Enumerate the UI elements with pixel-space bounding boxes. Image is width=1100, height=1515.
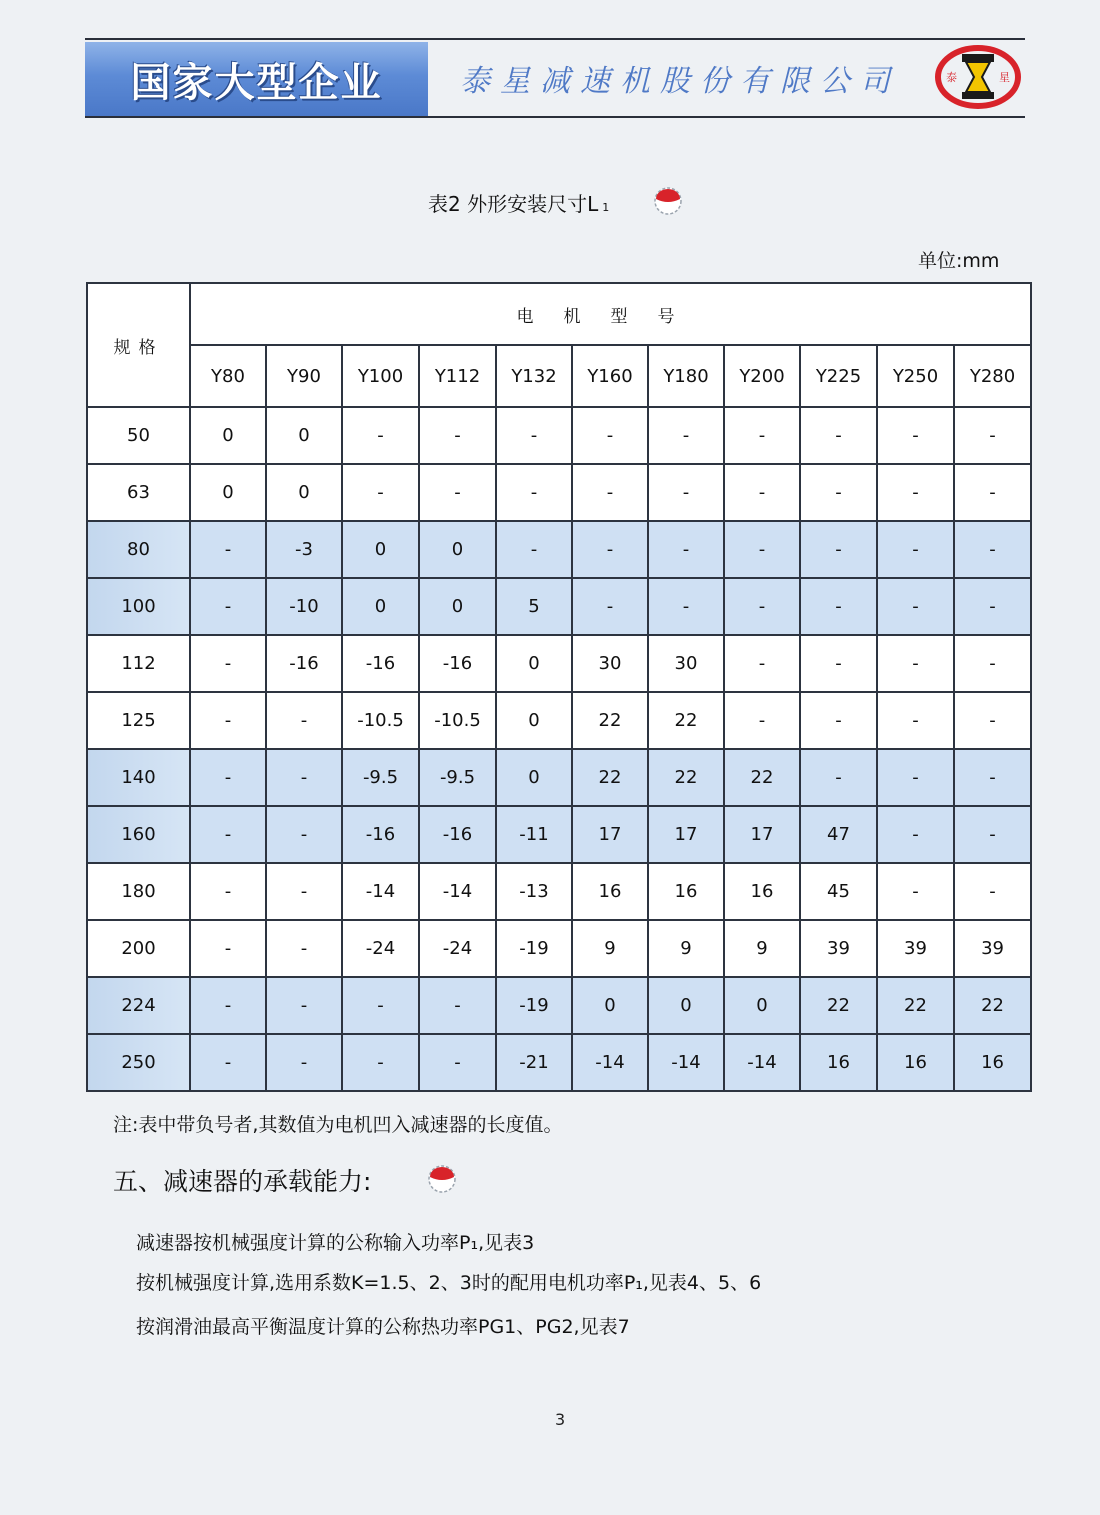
value-cell: -21 <box>496 1034 572 1091</box>
table-row <box>87 806 1031 863</box>
value-cell: -3 <box>266 521 342 578</box>
value-cell: 16 <box>954 1034 1031 1091</box>
value-cell: - <box>954 407 1031 464</box>
value-cell: 0 <box>724 977 800 1034</box>
table-row <box>87 635 1031 692</box>
value-cell: - <box>724 464 800 521</box>
value-cell: 17 <box>572 806 648 863</box>
value-cell: 22 <box>648 749 724 806</box>
gear-bullet-icon <box>424 1162 460 1194</box>
spec-cell: 80 <box>87 521 190 578</box>
value-cell: 39 <box>877 920 954 977</box>
value-cell: 0 <box>572 977 648 1034</box>
value-cell: - <box>342 407 419 464</box>
model-header-cell: Y112 <box>419 345 496 407</box>
value-cell: - <box>724 407 800 464</box>
value-cell: - <box>800 521 877 578</box>
value-cell: 22 <box>954 977 1031 1034</box>
value-cell: - <box>800 749 877 806</box>
value-cell: - <box>572 407 648 464</box>
value-cell: - <box>877 635 954 692</box>
value-cell: 16 <box>572 863 648 920</box>
value-cell: - <box>342 1034 419 1091</box>
value-cell: -11 <box>496 806 572 863</box>
value-cell: -24 <box>342 920 419 977</box>
spec-cell: 180 <box>87 863 190 920</box>
unit-label: 单位:mm <box>918 250 1000 272</box>
model-header-cell: Y200 <box>724 345 800 407</box>
model-header-cell: Y90 <box>266 345 342 407</box>
value-cell: 22 <box>648 692 724 749</box>
spec-cell: 125 <box>87 692 190 749</box>
value-cell: -14 <box>648 1034 724 1091</box>
value-cell: - <box>724 692 800 749</box>
value-cell: - <box>266 977 342 1034</box>
value-cell: - <box>190 635 266 692</box>
table-row <box>87 464 1031 521</box>
value-cell: - <box>190 920 266 977</box>
table-title <box>428 188 609 217</box>
value-cell: 0 <box>190 407 266 464</box>
value-cell: - <box>954 749 1031 806</box>
model-header-cell: Y180 <box>648 345 724 407</box>
value-cell: 0 <box>496 692 572 749</box>
value-cell: - <box>190 977 266 1034</box>
value-cell: 0 <box>342 521 419 578</box>
logo-char-left: 泰 <box>946 71 957 84</box>
spec-cell: 160 <box>87 806 190 863</box>
value-cell: -9.5 <box>342 749 419 806</box>
value-cell: 22 <box>572 692 648 749</box>
value-cell: - <box>648 407 724 464</box>
spec-cell: 50 <box>87 407 190 464</box>
value-cell: - <box>877 407 954 464</box>
table-note: 注:表中带负号者,其数值为电机凹入减速器的长度值。 <box>113 1114 563 1136</box>
spec-cell: 100 <box>87 578 190 635</box>
section-line-2: 按机械强度计算,选用系数K=1.5、2、3时的配用电机功率P₁,见表4、5、6 <box>136 1272 762 1294</box>
table-title-subscript: 1 <box>602 201 610 214</box>
banner-text: 国家大型企业 <box>130 59 383 106</box>
value-cell: 0 <box>496 635 572 692</box>
spec-cell: 63 <box>87 464 190 521</box>
value-cell: -16 <box>266 635 342 692</box>
value-cell: 22 <box>800 977 877 1034</box>
dimension-table <box>86 282 1030 1092</box>
value-cell: - <box>419 407 496 464</box>
value-cell: -10.5 <box>342 692 419 749</box>
value-cell: 45 <box>800 863 877 920</box>
value-cell: 39 <box>954 920 1031 977</box>
table-row <box>87 692 1031 749</box>
value-cell: 16 <box>800 1034 877 1091</box>
value-cell: 22 <box>572 749 648 806</box>
value-cell: - <box>190 863 266 920</box>
value-cell: - <box>266 920 342 977</box>
company-name: 泰星减速机股份有限公司 <box>460 64 900 99</box>
value-cell: 0 <box>648 977 724 1034</box>
value-cell: -13 <box>496 863 572 920</box>
value-cell: - <box>190 1034 266 1091</box>
header-banner <box>85 42 428 116</box>
value-cell: - <box>419 464 496 521</box>
value-cell: - <box>266 806 342 863</box>
value-cell: -24 <box>419 920 496 977</box>
value-cell: - <box>800 464 877 521</box>
value-cell: -10 <box>266 578 342 635</box>
logo-char-right: 星 <box>999 71 1010 84</box>
value-cell: - <box>190 692 266 749</box>
value-cell: -14 <box>724 1034 800 1091</box>
value-cell: - <box>724 578 800 635</box>
value-cell: - <box>419 1034 496 1091</box>
model-header-cell: Y100 <box>342 345 419 407</box>
value-cell: - <box>954 635 1031 692</box>
value-cell: - <box>342 464 419 521</box>
spec-cell: 200 <box>87 920 190 977</box>
value-cell: -16 <box>342 806 419 863</box>
section-line-1: 减速器按机械强度计算的公称输入功率P₁,见表3 <box>136 1232 535 1254</box>
value-cell: - <box>877 806 954 863</box>
value-cell: - <box>800 578 877 635</box>
value-cell: - <box>877 692 954 749</box>
value-cell: 0 <box>419 521 496 578</box>
value-cell: -16 <box>419 635 496 692</box>
spec-cell: 250 <box>87 1034 190 1091</box>
value-cell: -9.5 <box>419 749 496 806</box>
value-cell: 22 <box>724 749 800 806</box>
page-number: 3 <box>555 1410 566 1429</box>
value-cell: 0 <box>266 464 342 521</box>
header-rule-bottom <box>85 116 1025 118</box>
value-cell: 9 <box>572 920 648 977</box>
value-cell: - <box>877 863 954 920</box>
spec-cell: 224 <box>87 977 190 1034</box>
value-cell: 9 <box>724 920 800 977</box>
model-header-cell: Y132 <box>496 345 572 407</box>
value-cell: -14 <box>342 863 419 920</box>
table-row <box>87 749 1031 806</box>
value-cell: 0 <box>496 749 572 806</box>
value-cell: - <box>954 464 1031 521</box>
value-cell: 16 <box>877 1034 954 1091</box>
value-cell: - <box>190 521 266 578</box>
value-cell: - <box>954 578 1031 635</box>
value-cell: 17 <box>724 806 800 863</box>
value-cell: 5 <box>496 578 572 635</box>
model-header-cell: Y250 <box>877 345 954 407</box>
value-cell: 0 <box>342 578 419 635</box>
value-cell: 39 <box>800 920 877 977</box>
spec-cell: 112 <box>87 635 190 692</box>
value-cell: - <box>496 407 572 464</box>
value-cell: - <box>648 464 724 521</box>
value-cell: - <box>496 464 572 521</box>
value-cell: -16 <box>419 806 496 863</box>
value-cell: 0 <box>190 464 266 521</box>
value-cell: 22 <box>877 977 954 1034</box>
value-cell: - <box>954 863 1031 920</box>
table-row <box>87 1034 1031 1091</box>
table-row <box>87 521 1031 578</box>
value-cell: - <box>954 692 1031 749</box>
value-cell: - <box>342 977 419 1034</box>
value-cell: - <box>419 977 496 1034</box>
value-cell: - <box>572 578 648 635</box>
value-cell: - <box>954 521 1031 578</box>
value-cell: - <box>724 521 800 578</box>
section-line-3: 按润滑油最高平衡温度计算的公称热功率PG1、PG2,见表7 <box>136 1316 630 1338</box>
value-cell: - <box>877 464 954 521</box>
table-title-main: 表2 外形安装尺寸L <box>428 192 599 216</box>
value-cell: -16 <box>342 635 419 692</box>
value-cell: - <box>266 692 342 749</box>
value-cell: - <box>572 464 648 521</box>
value-cell: 0 <box>266 407 342 464</box>
value-cell: - <box>266 749 342 806</box>
table-row <box>87 977 1031 1034</box>
table-row <box>87 407 1031 464</box>
value-cell: - <box>800 635 877 692</box>
value-cell: - <box>877 749 954 806</box>
section-title: 五、减速器的承载能力: <box>113 1167 372 1196</box>
value-cell: 16 <box>724 863 800 920</box>
value-cell: 17 <box>648 806 724 863</box>
value-cell: - <box>266 1034 342 1091</box>
value-cell: -19 <box>496 977 572 1034</box>
motor-model-header: 电机型号 <box>190 283 1031 345</box>
value-cell: - <box>572 521 648 578</box>
model-header-cell: Y80 <box>190 345 266 407</box>
value-cell: 16 <box>648 863 724 920</box>
value-cell: - <box>800 407 877 464</box>
value-cell: -10.5 <box>419 692 496 749</box>
value-cell: - <box>724 635 800 692</box>
value-cell: - <box>266 863 342 920</box>
value-cell: - <box>190 749 266 806</box>
spec-cell: 140 <box>87 749 190 806</box>
model-header-cell: Y280 <box>954 345 1031 407</box>
value-cell: 47 <box>800 806 877 863</box>
value-cell: 30 <box>648 635 724 692</box>
value-cell: -14 <box>419 863 496 920</box>
header-rule-top <box>85 38 1025 40</box>
value-cell: - <box>190 806 266 863</box>
value-cell: - <box>190 578 266 635</box>
value-cell: 9 <box>648 920 724 977</box>
company-logo-icon <box>934 44 1022 110</box>
spec-column-header: 规格 <box>87 283 190 407</box>
value-cell: 30 <box>572 635 648 692</box>
value-cell: -19 <box>496 920 572 977</box>
value-cell: - <box>496 521 572 578</box>
model-header-cell: Y225 <box>800 345 877 407</box>
value-cell: - <box>954 806 1031 863</box>
model-header-cell: Y160 <box>572 345 648 407</box>
table-row <box>87 578 1031 635</box>
value-cell: - <box>648 578 724 635</box>
value-cell: - <box>877 521 954 578</box>
value-cell: - <box>877 578 954 635</box>
value-cell: - <box>648 521 724 578</box>
value-cell: 0 <box>419 578 496 635</box>
value-cell: -14 <box>572 1034 648 1091</box>
table-row <box>87 920 1031 977</box>
value-cell: - <box>800 692 877 749</box>
table-row <box>87 863 1031 920</box>
gear-bullet-icon <box>650 184 686 216</box>
